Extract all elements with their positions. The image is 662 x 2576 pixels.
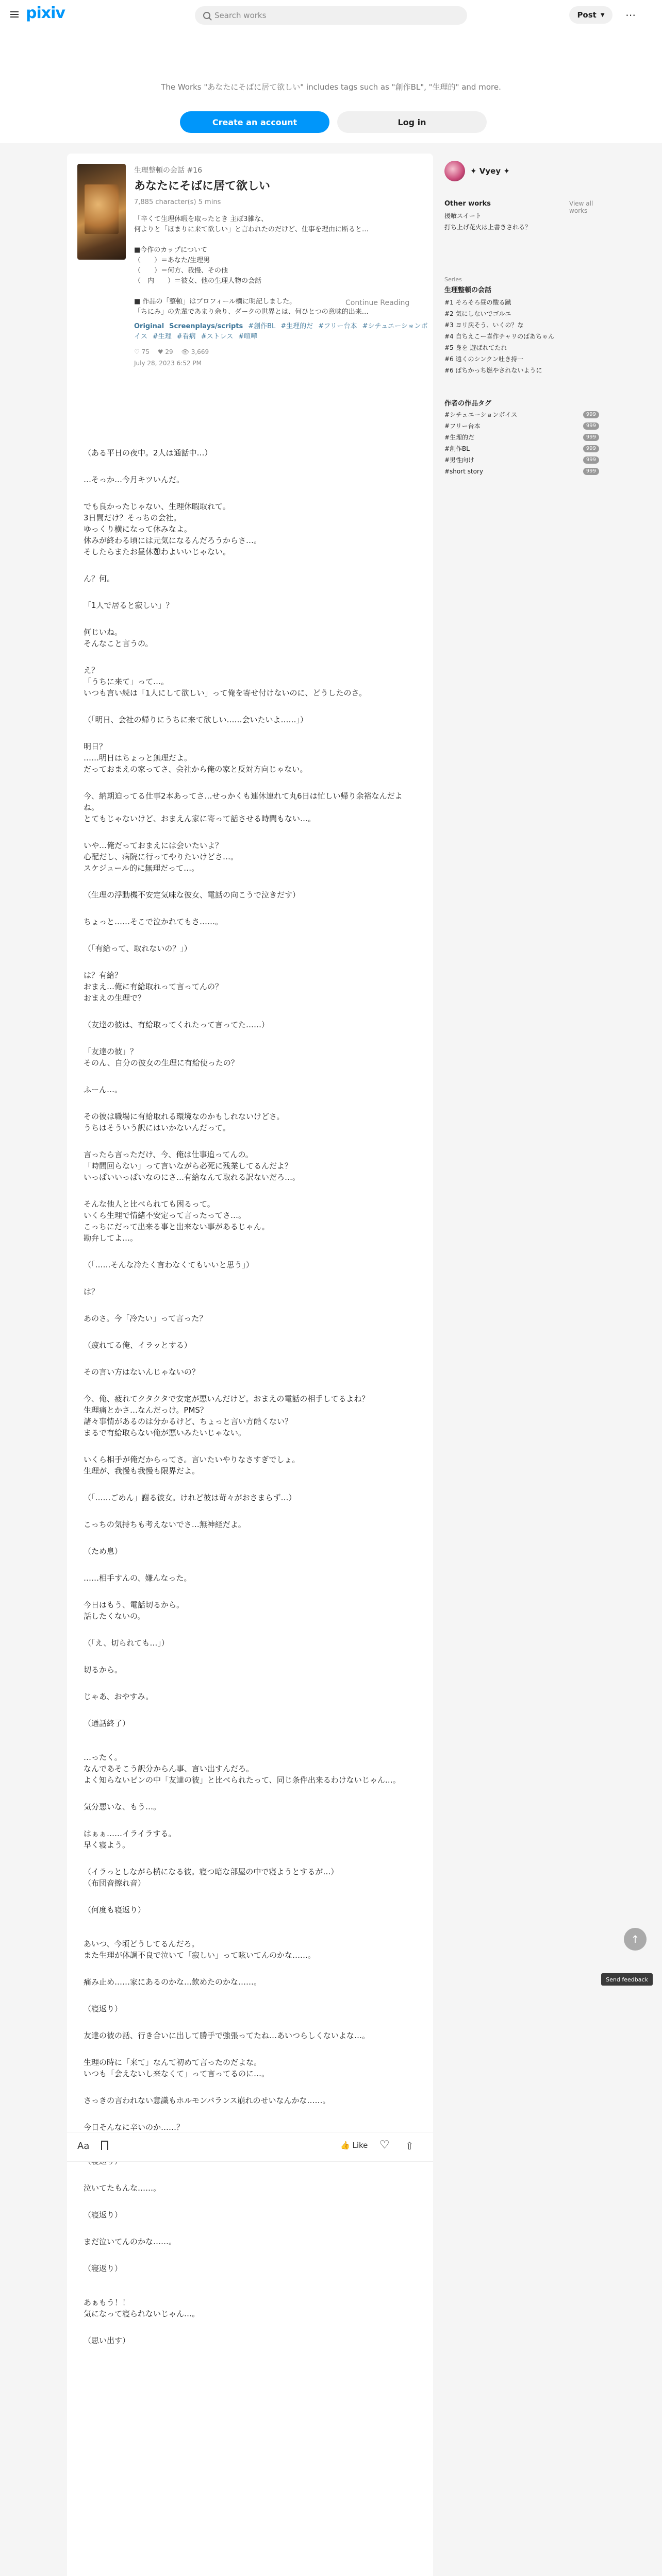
tag-link[interactable]: #生理的だ <box>280 323 313 330</box>
scroll-top-button[interactable]: ↑ <box>624 1928 647 1951</box>
novel-paragraph: 今、俺、疲れてクタクタで安定が悪いんだけど。おまえの電話の相手してるよね？ 生理痛とかさ…なんだっけ。PMS？ 諸々事情があるのは分かるけど、ちょっと言い方酷くない？ まるで有給取らない俺が悪いみたいじゃない。 <box>84 1394 370 1437</box>
other-work-link[interactable]: 援喰スイート <box>444 212 482 219</box>
like-button[interactable] <box>340 2141 368 2150</box>
novel-paragraph: 気分悪いな、もう…。 <box>84 1802 161 1811</box>
stat-item: ♡ 75 <box>134 348 150 355</box>
create-account-button[interactable]: Create an account <box>180 111 329 133</box>
chevron-down-icon: ▼ <box>600 12 605 18</box>
novel-paragraph: （「……ごめん」謝る彼女。けれど彼は苛々がおさまらず…） <box>84 1493 296 1502</box>
novel-paragraph: は？有給？ おまえ…俺に有給取れって言ってんの？ おまえの生理で？ <box>84 971 223 1003</box>
author-profile[interactable] <box>444 161 510 181</box>
tag-link[interactable]: Original <box>134 323 164 330</box>
novel-paragraph: （生理の浮動機不安定気味な彼女、電話の向こうで泣きだす） <box>84 890 301 900</box>
novel-paragraph: （ある平日の夜中。2人は通話中…） <box>84 448 212 457</box>
novel-paragraph: さっきの言われない意識もホルモンバランス崩れのせいなんかな……。 <box>84 2096 330 2105</box>
author-tag-row[interactable] <box>444 409 599 420</box>
series-episode-link[interactable]: #1 そろそろ昼の酸る蹴 <box>444 299 511 306</box>
novel-paragraph: （「え、切られても…」） <box>84 1638 169 1648</box>
feedback-button[interactable]: Send feedback <box>601 1973 653 1986</box>
novel-paragraph: ん？何。 <box>84 574 115 583</box>
novel-paragraph: 何じいね。 そんなこと言うの。 <box>84 628 153 648</box>
post-date: July 28, 2023 6:52 PM <box>134 360 202 367</box>
novel-paragraph: そんな他人と比べられても困るって。 いくら生理で情緒不安定って言ったってさ…。 こっちにだって出来る事と出来ない事があるじゃん。 勘弁してよ…。 <box>84 1199 270 1243</box>
novel-paragraph: （「明日、会社の帰りにうちに来て欲しい……会いたいよ……」） <box>84 715 308 724</box>
novel-paragraph: 今、納期迫ってる仕事2本あってさ…せっかくも連休連れて丸6日は忙しい帰り余裕なんだよね。 とてもじゃないけど、おまえん家に寄って話させる時間もない…。 <box>84 791 403 823</box>
tag-list <box>134 321 428 342</box>
novel-paragraph: （疲れてる俺、イラッとする） <box>84 1341 192 1350</box>
stat-item: ♥ 29 <box>157 348 173 355</box>
novel-paragraph: 切るから。 <box>84 1665 123 1674</box>
share-icon[interactable]: ⇧ <box>405 2140 414 2152</box>
signup-promo <box>0 30 662 143</box>
other-work-link[interactable]: 打ち上げ花火は上書きされる？ <box>444 224 532 231</box>
series-episode-link[interactable]: #3 ヨリ戻そう、いくの？な <box>444 321 524 329</box>
novel-paragraph: その言い方はないんじゃないの？ <box>84 1367 200 1377</box>
tag-link[interactable]: Screenplays/scripts <box>169 323 243 330</box>
novel-paragraph: ふーん…。 <box>84 1085 123 1094</box>
promo-text: The Works "あなたにそばに居て欲しい" includes tags such as "創作BL", "生理的" and more. <box>161 82 501 92</box>
more-icon[interactable]: ⋯ <box>625 9 636 21</box>
novel-body <box>84 447 413 2362</box>
novel-paragraph: あぁもう！！ 気になって寝られないじゃん…。 <box>84 2298 200 2318</box>
novel-paragraph: でも良かったじゃない、生理休暇取れて。 3日間だけ？そっちの会社。 ゆっくり横になって休みなよ。 休みが終わる頃には元気になるんだろうからさ…。 そしたらまたお昼休憩わよいいじゃない。 <box>84 502 262 556</box>
heart-icon[interactable]: ♡ <box>379 2139 390 2151</box>
series-sub-label: Series <box>444 276 462 283</box>
author-tag-count: 999 <box>583 445 599 452</box>
author-tag-count: 999 <box>583 422 599 430</box>
post-button[interactable] <box>569 6 613 24</box>
series-episode-link[interactable]: #6 ぱちかっち燃やされないように <box>444 367 542 374</box>
novel-paragraph: まだ泣いてんのかな……。 <box>84 2237 177 2246</box>
tag-link[interactable]: #創作BL <box>248 323 276 330</box>
novel-paragraph: （思い出す） <box>84 2336 130 2345</box>
post-label: Post <box>577 10 597 20</box>
novel-paragraph: （イラっとしながら横になる彼。寝つ暗な部屋の中で寝ようとするが…） （布団音擦れ音） <box>84 1867 339 1888</box>
work-title: あなたにそばに居て欲しい <box>134 180 271 193</box>
other-works-heading: Other works <box>444 200 491 208</box>
avatar[interactable] <box>444 161 465 181</box>
continue-reading-link[interactable]: Continue Reading <box>340 299 409 307</box>
novel-paragraph: 今日そんなに辛いのか……？ <box>84 2123 185 2132</box>
like-icon: 👍 <box>340 2141 350 2150</box>
author-tag-name: #生理的だ <box>444 434 475 441</box>
author-tag-name: #シチュエーションボイス <box>444 411 518 418</box>
author-tag-name: #創作BL <box>444 445 470 452</box>
search-input[interactable] <box>195 6 467 25</box>
work-description: 「辛くて生理休暇を取ったとき 主ぽ3雑な、 何よりと「ほまりに来て欲しい」と言われたのだけど、仕事を理由に断ると… ■今作のカップについて （ ）＝あなた/生理男 （ ）＝何方、我慢、その他 （ 内 ）＝彼女、他の生理人物の会話 ■ 作品の「整頓」はプロフィール欄に明記しました。 「ちにみ」の先輩であまり余り、ダークの世界とは、何ひとつの意味的出来… <box>134 215 369 316</box>
search-icon <box>203 12 210 19</box>
tag-link[interactable]: #シチュエーションボイス <box>134 323 428 341</box>
novel-paragraph: 今日はもう、電話切るから。 話したくないの。 <box>84 1600 185 1621</box>
author-tag-name: #男性向け <box>444 456 475 464</box>
text-settings-button[interactable]: Aa <box>77 2141 90 2151</box>
like-label: Like <box>352 2141 368 2150</box>
tag-link[interactable]: #フリー台本 <box>318 323 357 330</box>
novel-paragraph: はぁぁ……イライラする。 早く寝よう。 <box>84 1829 176 1850</box>
novel-paragraph: …そっか…今月キツいんだ。 <box>84 475 185 484</box>
novel-paragraph: 言ったら言っただけ、今、俺は仕事追ってんの。 「時間回らない」って言いながら必死に残業してるんだよ？ いっぱいいっぱいなのにさ…有給なんて取れる訳ないだろ…。 <box>84 1150 301 1182</box>
cover-art <box>85 184 119 234</box>
novel-paragraph: あのさ。今「冷たい」って言った？ <box>84 1314 207 1323</box>
novel-paragraph: （寝返り） <box>84 2004 123 2013</box>
novel-paragraph: 痛み止め……家にあるのかな…飲めたのかな……。 <box>84 1977 262 1987</box>
menu-icon[interactable] <box>10 11 19 18</box>
tags-heading: 作者の作品タグ <box>444 400 492 408</box>
pixiv-logo[interactable]: pixiv <box>26 4 65 22</box>
author-tag-count: 999 <box>583 468 599 475</box>
novel-paragraph: じゃあ、おやすみ。 <box>84 1692 154 1701</box>
author-tag-row[interactable] <box>444 432 599 443</box>
author-tag-row[interactable] <box>444 443 599 454</box>
author-tag-name: #フリー台本 <box>444 422 481 430</box>
novel-paragraph: ちょっと……そこで泣かれてもさ……。 <box>84 917 223 926</box>
author-tag-count: 999 <box>583 456 599 464</box>
tag-link[interactable]: #ストレス <box>201 333 234 341</box>
view-all-link[interactable]: View all works <box>569 200 593 214</box>
work-stats <box>134 348 209 355</box>
series-episode-link[interactable]: #6 遠くのシンクン吐き持一 <box>444 355 523 363</box>
author-tag-count: 999 <box>583 434 599 441</box>
author-tag-count: 999 <box>583 411 599 418</box>
novel-paragraph: （通話終了） <box>84 1719 130 1728</box>
novel-paragraph: その彼は職場に有給取れる環境なのかもしれないけどさ。 うちはそういう訳にはいかないんだって。 <box>84 1112 285 1132</box>
series-heading[interactable]: 生理整頓の会話 <box>444 286 492 294</box>
novel-paragraph: 明日？ ……明日はちょっと無理だよ。 だっておまえの家ってさ、会社から俺の家と反対方向じゃない。 <box>84 742 308 774</box>
author-tag-row[interactable] <box>444 466 599 477</box>
novel-paragraph: 生理の時に「来て」なんて初めて言ったのだよな。 いつも「会えないし来なくて」って言ってるのに…。 <box>84 2058 270 2078</box>
series-episode-link[interactable]: #4 自ちえこー喜作チャリのばあちゃん <box>444 333 555 340</box>
series-list <box>444 297 599 376</box>
bookmark-icon[interactable] <box>101 2141 108 2150</box>
login-button[interactable]: Log in <box>337 111 487 133</box>
novel-paragraph: 友達の彼の話、行き合いに出して勝手で強張ってたね…あいつらしくないよな…。 <box>84 2031 370 2040</box>
novel-paragraph: （友達の彼は、有給取ってくれたって言ってた……） <box>84 1020 270 1029</box>
series-episode-link[interactable]: #5 身を 遊ばれてたれ <box>444 344 507 351</box>
series-link[interactable]: 生理整頓の会話 #16 <box>134 166 202 175</box>
novel-paragraph: （寝返り） <box>84 2264 123 2273</box>
series-episode-link[interactable]: #2 気にしないでゴルエ <box>444 310 511 317</box>
novel-paragraph: （寝返り） <box>84 2210 123 2219</box>
novel-paragraph: え？ 「うちに来て」って…。 いつも言い続は「1人にして欲しい」って俺を寄せ付けないのに、どうしたのさ。 <box>84 666 367 698</box>
top-bar <box>0 0 662 30</box>
novel-paragraph: いくら相手が俺だからってさ。言いたいやりなさすぎでしょ。 生理が、我慢も我慢も限界だよ。 <box>84 1455 300 1476</box>
other-works-list <box>444 210 599 233</box>
search-placeholder: Search works <box>214 11 267 20</box>
tag-link[interactable]: #看病 <box>176 333 196 341</box>
novel-panel <box>67 154 433 2576</box>
novel-paragraph: 「友達の彼」？ そのん、自分の彼女の生理に有給使ったの？ <box>84 1047 239 1067</box>
novel-paragraph: （「……そんな冷たく言わなくてもいいと思う」） <box>84 1260 254 1269</box>
novel-paragraph: こっちの気持ちも考えないでさ…無神経だよ。 <box>84 1520 246 1529</box>
char-count: 7,885 character(s) 5 mins <box>134 198 221 206</box>
novel-paragraph: 泣いてたもんな……。 <box>84 2183 161 2193</box>
tag-link[interactable]: #喧嘩 <box>238 333 258 341</box>
novel-paragraph: は？ <box>84 1287 100 1296</box>
novel-paragraph: （「有給って、取れないの？」） <box>84 944 192 953</box>
stat-item: 👁 3,669 <box>181 348 209 355</box>
author-tag-row[interactable] <box>444 420 599 432</box>
novel-paragraph: （ため息） <box>84 1547 123 1556</box>
tag-link[interactable]: #生理 <box>152 333 172 341</box>
novel-paragraph: ……相手すんの、嫌んなった。 <box>84 1573 192 1583</box>
author-tag-row[interactable] <box>444 454 599 466</box>
author-tag-list <box>444 409 599 477</box>
novel-paragraph: いや…俺だっておまえには会いたいよ？ 心配だし、病院に行ってやりたいけどさ…。 スケジュール的に無理だって…。 <box>84 841 239 873</box>
novel-paragraph: 「1人で居ると寂しい」？ <box>84 601 174 610</box>
author-tag-name: #short story <box>444 468 484 475</box>
novel-paragraph: …ったく。 なんであそこう訳分からん事、言い出すんだろ。 よく知らないビンの中「友達の彼」と比べられたって、同じ条件出来るわけないじゃん…。 <box>84 1753 401 1785</box>
reader-action-bar <box>67 2132 433 2162</box>
author-name[interactable]: ✦ Vyey ✦ <box>470 166 510 176</box>
cover-image[interactable] <box>77 164 126 260</box>
novel-paragraph: あいつ、今頃どうしてるんだろ。 また生理が体調不良で泣いて「寂しい」って呟いてんのかな……。 <box>84 1939 316 1960</box>
novel-paragraph: （何度も寝返り） <box>84 1905 146 1914</box>
